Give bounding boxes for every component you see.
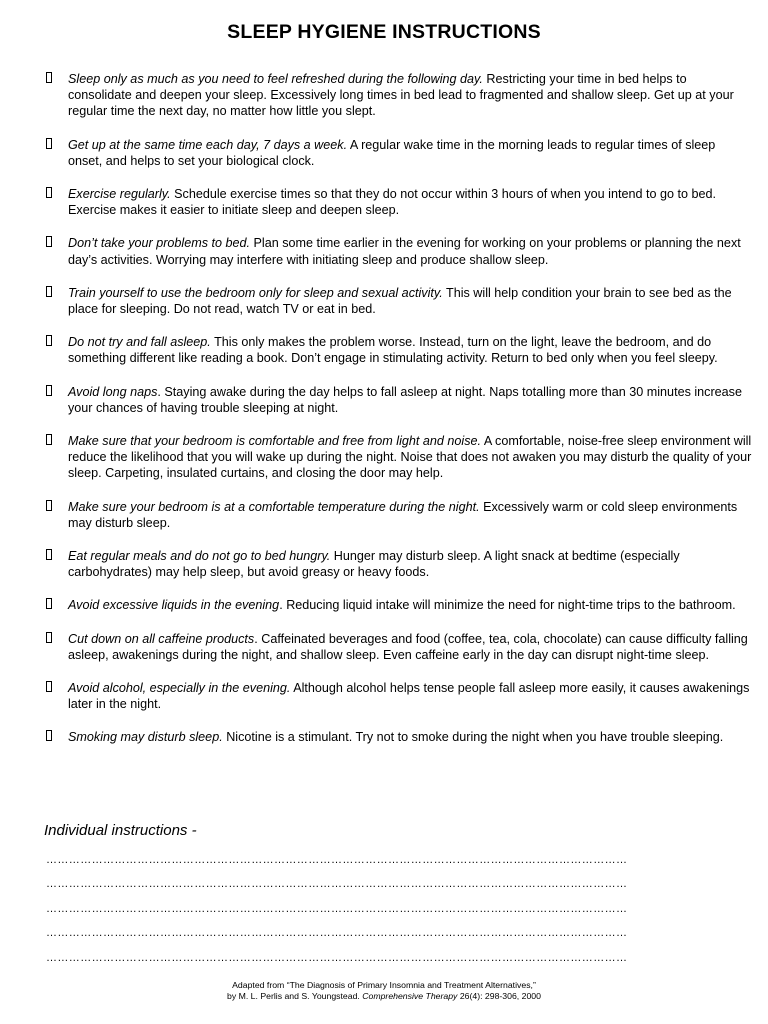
instruction-lead: Make sure your bedroom is at a comfortable temperature during the night. <box>68 499 480 514</box>
checkbox-glyph-icon <box>46 434 52 445</box>
instruction-item <box>44 729 752 745</box>
checkbox-glyph-icon <box>46 187 52 198</box>
instruction-item <box>44 334 752 366</box>
instruction-lead: Smoking may disturb sleep. <box>68 730 223 745</box>
citation-footer <box>0 980 768 1002</box>
checkbox-glyph-icon <box>46 236 52 247</box>
instruction-lead: Exercise regularly. <box>68 187 171 202</box>
instruction-body: Hunger may disturb sleep. A light snack at bedtime (especially carbohydrates) may help sleep, but avoid greasy or heavy foods. <box>68 549 680 580</box>
instruction-lead: Train yourself to use the bedroom only for sleep and sexual activity. <box>68 285 443 300</box>
dotted-answer-line: ……………………………………………………………………………………………………………………………………… <box>46 878 628 890</box>
instruction-item <box>44 384 752 416</box>
instruction-list <box>44 71 752 763</box>
checkbox-glyph-icon <box>46 598 52 609</box>
instruction-item <box>44 235 752 267</box>
instruction-item <box>44 548 752 580</box>
dotted-answer-line: ……………………………………………………………………………………………………………………………………… <box>46 927 628 939</box>
citation-volume: 26(4): 298-306, 2000 <box>459 991 541 1001</box>
instruction-lead: Do not try and fall asleep. <box>68 335 211 350</box>
checkbox-glyph-icon <box>46 500 52 511</box>
instruction-body: A comfortable, noise-free sleep environment will reduce the likelihood that you will wake up during the night. Noise that does not awaken you may disturb the quality of your sleep. Carpeting, insulated curtains, and closing the door may help. <box>68 434 752 481</box>
instruction-body: . Staying awake during the day helps to fall asleep at night. Naps totalling more than 30 minutes increase your chances of having trouble sleeping at night. <box>68 384 742 415</box>
instruction-body: This will help condition your brain to see bed as the place for sleeping. Do not read, watch TV or eat in bed. <box>68 285 732 317</box>
checkbox-glyph-icon <box>46 286 52 297</box>
citation-line-2 <box>0 991 768 1002</box>
instruction-body: Although alcohol helps tense people fall asleep more easily, it causes awakenings later in the night. <box>68 681 750 712</box>
page-title: SLEEP HYGIENE INSTRUCTIONS <box>227 21 541 43</box>
instruction-item <box>44 680 752 712</box>
instruction-body: Nicotine is a stimulant. Try not to smoke during the night when you have trouble sleeping. <box>222 730 724 745</box>
checkbox-glyph-icon <box>46 632 52 643</box>
instruction-lead: Get up at the same time each day, 7 days a week. <box>68 137 348 152</box>
instruction-body: Schedule exercise times so that they do not occur within 3 hours of when you intend to go to bed. Exercise makes it easier to initiate sleep and deepen sleep. <box>68 187 717 218</box>
instruction-item <box>44 285 752 317</box>
checkbox-glyph-icon <box>46 335 52 346</box>
citation-journal: Comprehensive Therapy <box>362 991 458 1001</box>
instruction-lead: Avoid excessive liquids in the evening <box>68 598 280 613</box>
checkbox-glyph-icon <box>46 681 52 692</box>
checkbox-glyph-icon <box>46 730 52 741</box>
instruction-item <box>44 71 752 120</box>
instruction-lead: Make sure that your bedroom is comfortable and free from light and noise. <box>68 434 482 449</box>
individual-instructions-heading: Individual instructions - <box>44 822 197 839</box>
instruction-item <box>44 597 752 613</box>
instruction-body: This only makes the problem worse. Instead, turn on the light, leave the bedroom, and do something different like reading a book. Don’t engage in stimulating activity. Return to bed only when you feel sleepy. <box>68 335 718 366</box>
instruction-lead: Cut down on all caffeine products <box>68 631 255 646</box>
instruction-body: Plan some time earlier in the evening for working on your problems or planning the next day’s activities. Worrying may interfere with initiating sleep and produce shallow sleep. <box>68 236 741 267</box>
instruction-lead: Avoid long naps <box>68 384 158 399</box>
instruction-item <box>44 631 752 663</box>
instruction-body: A regular wake time in the morning leads to regular times of sleep onset, and helps to set your biological clock. <box>68 137 716 168</box>
instruction-item <box>44 499 752 531</box>
instruction-body: . Reducing liquid intake will minimize the need for night-time trips to the bathroom. <box>279 598 736 613</box>
dotted-answer-line: ……………………………………………………………………………………………………………………………………… <box>46 854 628 866</box>
instruction-body: Excessively warm or cold sleep environments may disturb sleep. <box>68 499 738 530</box>
instruction-lead: Don’t take your problems to bed. <box>68 236 251 251</box>
instruction-item <box>44 137 752 169</box>
dotted-answer-line: ……………………………………………………………………………………………………………………………………… <box>46 952 628 964</box>
instruction-item <box>44 186 752 218</box>
instruction-body: . Caffeinated beverages and food (coffee, tea, cola, chocolate) can cause difficulty falling asleep, awakenings during the night, and shallow sleep. Even caffeine early in the day can disrupt night-time sleep. <box>68 631 748 662</box>
instruction-body: Restricting your time in bed helps to consolidate and deepen your sleep. Excessively long times in bed lead to fragmented and shallow sleep. Get up at your regular time the next day, no matter how little you slept. <box>68 72 734 119</box>
citation-line-1: Adapted from “The Diagnosis of Primary Insomnia and Treatment Alternatives,” <box>232 980 536 990</box>
checkbox-glyph-icon <box>46 549 52 560</box>
instruction-lead: Eat regular meals and do not go to bed hungry. <box>68 549 331 564</box>
instruction-lead: Sleep only as much as you need to feel refreshed during the following day. <box>68 72 483 86</box>
dotted-answer-line: ……………………………………………………………………………………………………………………………………… <box>46 903 628 915</box>
citation-authors: by M. L. Perlis and S. Youngstead. <box>227 991 360 1001</box>
instruction-lead: Avoid alcohol, especially in the evening. <box>68 681 291 696</box>
checkbox-glyph-icon <box>46 385 52 396</box>
checkbox-glyph-icon <box>46 138 52 149</box>
instruction-item <box>44 433 752 482</box>
checkbox-glyph-icon <box>46 72 52 83</box>
